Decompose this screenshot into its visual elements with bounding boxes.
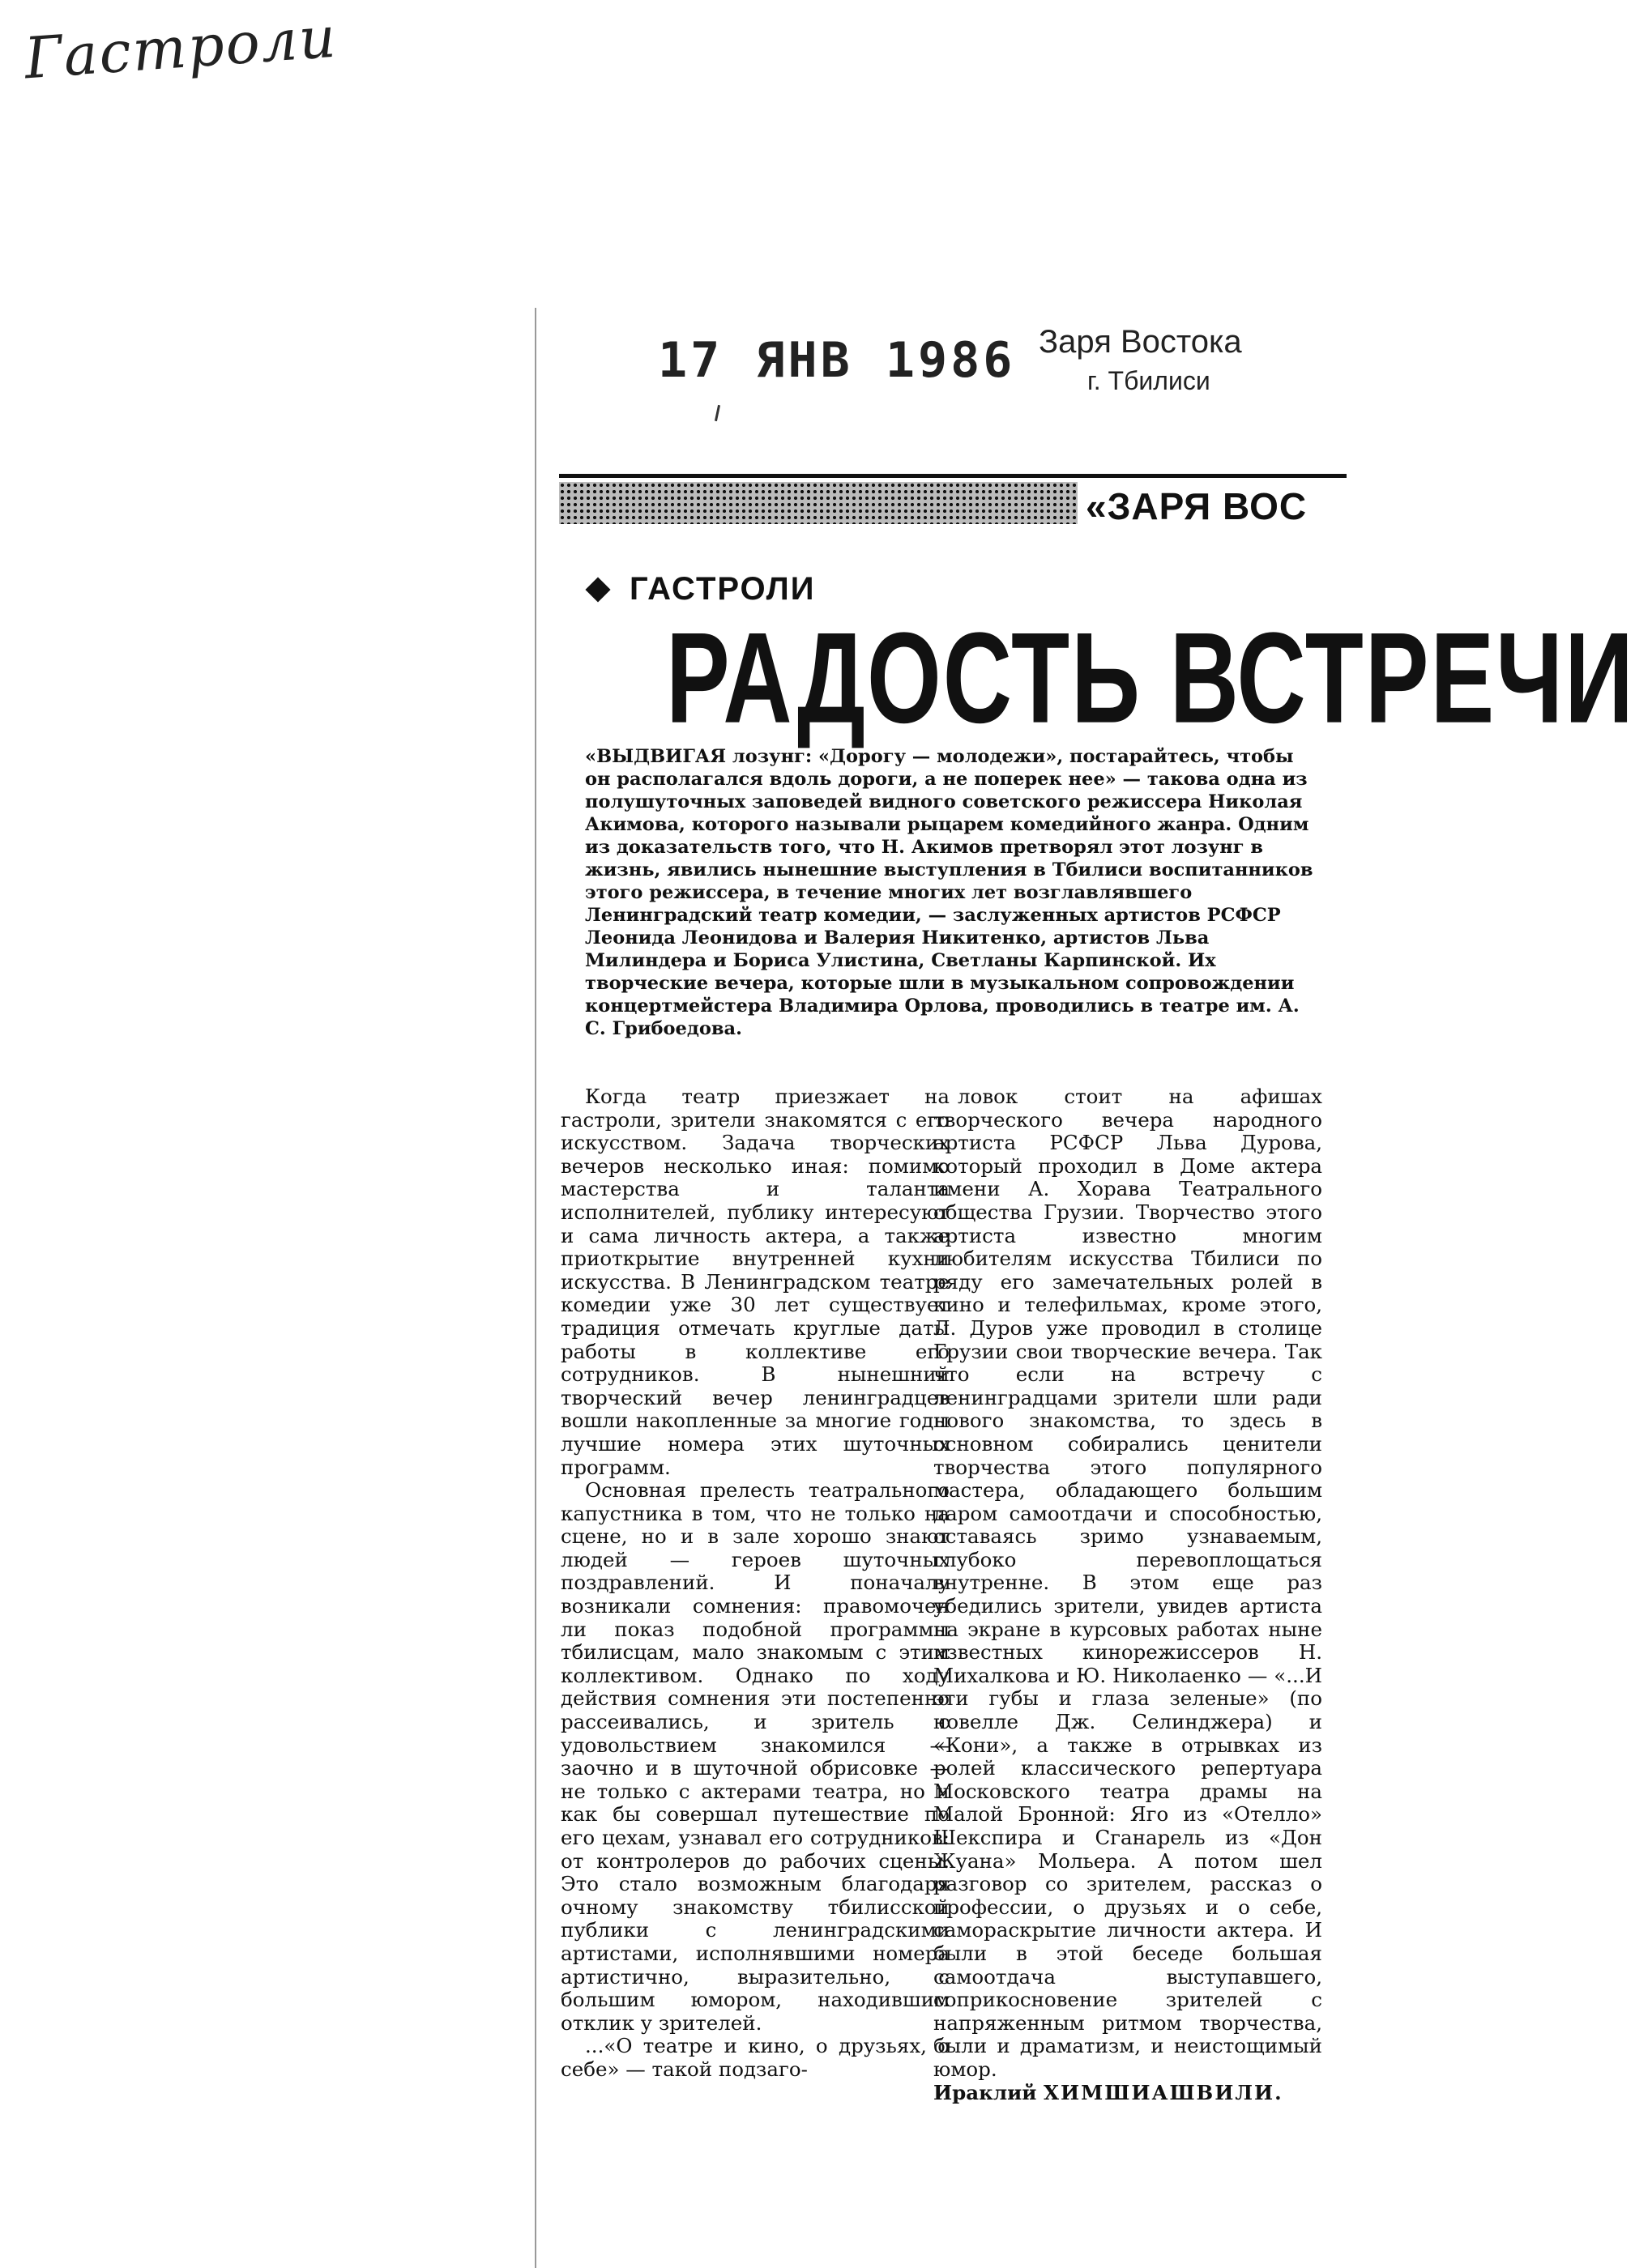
masthead-halftone-pattern	[559, 482, 1078, 524]
article-rubric	[589, 571, 815, 608]
handwritten-note: Гастроли	[22, 3, 339, 92]
article-column-right	[933, 1085, 1322, 2104]
article-column-left	[561, 1085, 950, 2082]
author-first-name: Ираклий	[933, 2080, 1037, 2104]
stamp-city: г. Тбилиси	[1087, 366, 1210, 395]
paragraph: Когда театр приезжает на гастроли, зрители знакомятся с его искусством. Задача творческих вечеров несколько иная: помимо мастерства и таланта исполнителей, публику интересуют и сама личность актера, а также приоткрытие внутренней кухни искусства. В Ленинградском театре комедии уже 30 лет существует традиция отмечать круглые даты работы в коллективе его сотрудников. В нынешний творческий вечер ленинградцев вошли накопленные за многие годы лучшие номера этих шуточных программ.	[561, 1085, 950, 1479]
paragraph: Основная прелесть театрального капустника в том, что не только на сцене, но и в зале хорошо знают людей — героев шуточных поздравлений. И поначалу возникали сомнения: правомочен ли показ подобной программы тбилисцам, мало знакомым с этим коллективом. Однако по ходу действия сомнения эти постепенно рассеивались, и зритель с удовольствием знакомился — заочно и в шуточной обрисовке — не только с актерами театра, но и как бы совершал путешествие по его цехам, узнавал его сотрудников: от контролеров до рабочих сцены. Это стало возможным благодаря очному знакомству тбилисской публики с ленинградскими артистами, исполнявшими номера артистично, выразительно, с большим юмором, находившим отклик у зрителей.	[561, 1478, 950, 2035]
masthead	[559, 474, 1347, 526]
rubric-label: ГАСТРОЛИ	[630, 571, 816, 607]
author-signature	[933, 2082, 1322, 2105]
paragraph: ...«О театре и кино, о друзьях, о себе» — такой подзаго-	[561, 2034, 950, 2081]
stamp-date: 17 ЯНВ 1986	[658, 332, 1016, 389]
stamp-newspaper-name: Заря Востока	[1039, 324, 1242, 360]
article-lead: «ВЫДВИГАЯ лозунг: «Дорогу — молодежи», постарайтесь, чтобы он располагался вдоль дороги, а не поперек нее» — такова одна из полушуточных заповедей видного советского режиссера Николая Акимова, которого называли рыцарем комедийного жанра. Одним из доказательств того, что Н. Акимов претворял этот лозунг в жизнь, явились нынешние выступления в Тбилиси воспитанников этого режиссера, в течение многих лет возглавлявшего Ленинградский театр комедии, — заслуженных артистов РСФСР Леонида Леонидова и Валерия Никитенко, артистов Льва Милиндера и Бориса Улистина, Светланы Карпинской. Их творческие вечера, которые шли в музыкальном сопровождении концертмейстера Владимира Орлова, проводились в театре им. А. С. Грибоедова.	[585, 746, 1313, 1039]
masthead-title: «ЗАРЯ ВОС	[1086, 485, 1308, 527]
diamond-bullet-icon	[585, 577, 610, 602]
newspaper-clipping	[535, 308, 1635, 2268]
stamp-tick-mark	[715, 405, 720, 421]
author-last-name: ХИМШИАШВИЛИ.	[1044, 2080, 1283, 2104]
paragraph: ловок стоит на афишах творческого вечера народного артиста РСФСР Льва Дурова, который проходил в Доме актера имени А. Хорава Театрального общества Грузии. Творчество этого артиста известно многим любителям искусства Тбилиси по ряду его замечательных ролей в кино и телефильмах, кроме этого, Л. Дуров уже проводил в столице Грузии свои творческие вечера. Так что если на встречу с ленинградцами зрители шли ради нового знакомства, то здесь в основном собирались ценители творчества этого популярного мастера, обладающего большим даром самоотдачи и способностью, оставаясь зримо узнаваемым, глубоко перевоплощаться внутренне. В этом еще раз убедились зрители, увидев артиста на экране в курсовых работах ныне известных кинорежиссеров Н. Михалкова и Ю. Николаенко — «...И эти губы и глаза зеленые» (по новелле Дж. Селинджера) и «Кони», а также в отрывках из ролей классического репертуара Московского театра драмы на Малой Бронной: Яго из «Отелло» Шекспира и Сганарель из «Дон Жуана» Мольера. А потом шел разговор со зрителем, рассказ о профессии, о друзьях и о себе, самораскрытие личности актера. И были в этой беседе большая самоотдача выступавшего, соприкосновение зрителей с напряженным ритмом творчества, были и драматизм, и неистощимый юмор.	[933, 1085, 1322, 2081]
article-headline: РАДОСТЬ ВСТРЕЧИ	[666, 606, 1635, 751]
